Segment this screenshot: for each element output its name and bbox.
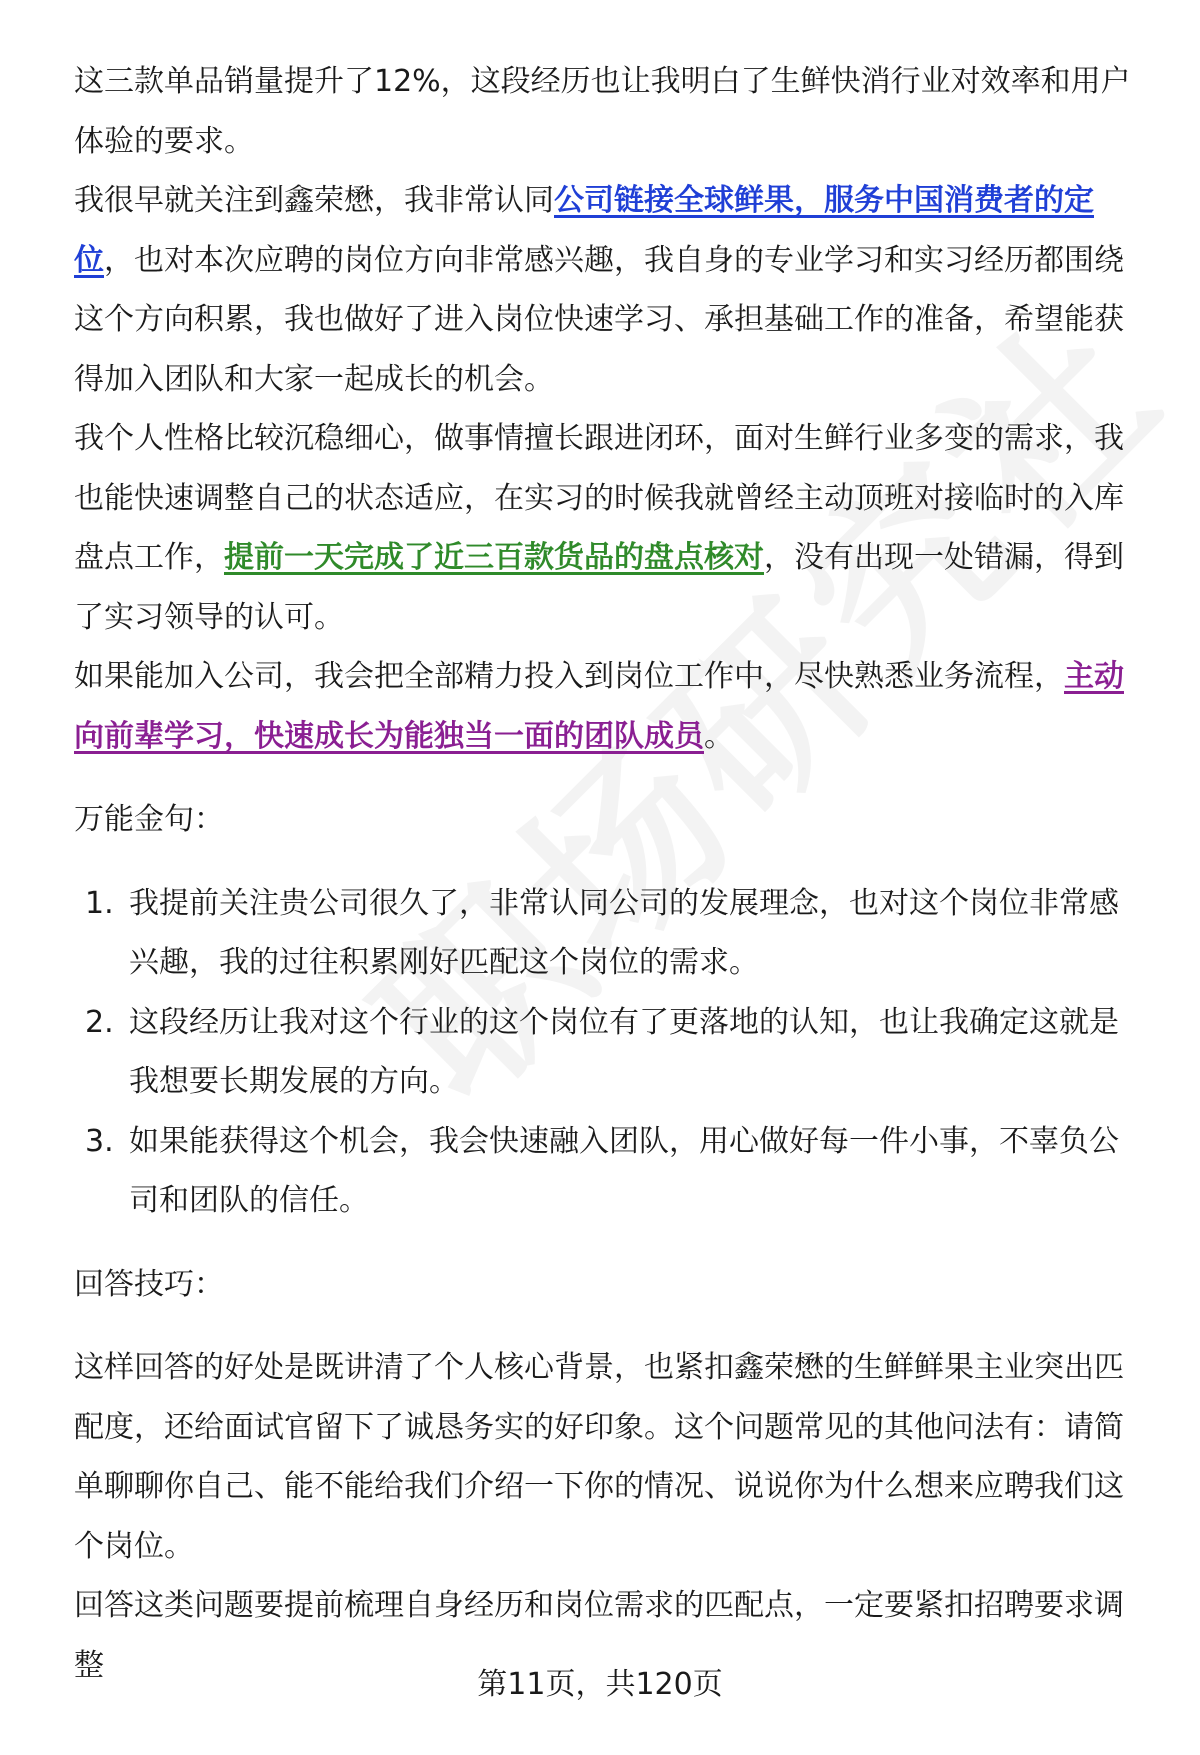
paragraph-tips-benefit: 这样回答的好处是既讲清了个人核心背景，也紧扣鑫荣懋的生鲜鲜果主业突出匹配度，还给面试官留下了诚恳务实的好印象。这个问题常见的其他问法有：请简单聊聊你自己、能不能给我们介绍一下你的情况、说说你为什么想来应聘我们这个岗位。: [74, 1350, 1124, 1564]
golden-sentences-label: 万能金句：: [74, 802, 224, 837]
answer-tips-label: 回答技巧：: [74, 1266, 224, 1302]
paragraph-text: 我个人性格比较沉稳细心，做事情擅长跟进闭环，面对生鲜行业多变的需求，我也能快速调整自己的状态适应，在实习的时候我就曾经主动顶班对接临时的入库盘点工作，: [74, 421, 1124, 575]
list-text: 如果能获得这个机会，我会快速融入团队，用心做好每一件小事，不辜负公司和团队的信任。: [129, 1123, 1119, 1218]
paragraph-company-fit: [74, 171, 1146, 409]
list-item: [74, 874, 1146, 993]
paragraph-text: ，没有出现一处错漏，得到了实习领导的认可。: [74, 540, 1124, 635]
highlight-growth-goal: 主动向前辈学习，快速成长为能独当一面的团队成员: [74, 659, 1124, 754]
paragraph-text: ，也对本次应聘的岗位方向非常感兴趣，我自身的专业学习和实习经历都围绕这个方向积累，我也做好了进入岗位快速学习、承担基础工作的准备，希望能获得加入团队和大家一起成长的机会。: [74, 242, 1124, 397]
paragraph-tips-method: 回答这类问题要提前梳理自身经历和岗位需求的匹配点，一定要紧扣招聘要求调整: [74, 1588, 1124, 1683]
highlight-inventory-achievement: 提前一天完成了近三百款货品的盘点核对: [224, 540, 764, 575]
highlight-company-positioning: 公司链接全球鲜果，服务中国消费者的定位: [74, 183, 1094, 278]
paragraph-text: 我很早就关注到鑫荣懋，我非常认同: [74, 183, 554, 218]
document-body: [74, 52, 1146, 1695]
list-item: [74, 993, 1146, 1112]
list-number: 2.: [85, 1004, 114, 1040]
paragraph-commitment: [74, 647, 1146, 766]
list-number: 3.: [85, 1123, 114, 1159]
list-item: [74, 1112, 1146, 1231]
list-number: 1.: [85, 885, 114, 921]
page-number: 第11页，共120页: [477, 1667, 723, 1702]
list-text: 我提前关注贵公司很久了，非常认同公司的发展理念，也对这个岗位非常感兴趣，我的过往积累刚好匹配这个岗位的需求。: [129, 885, 1119, 980]
list-text: 这段经历让我对这个行业的这个岗位有了更落地的认知，也让我确定这就是我想要长期发展的方向。: [129, 1004, 1119, 1099]
paragraph-text: 如果能加入公司，我会把全部精力投入到岗位工作中，尽快熟悉业务流程，: [74, 659, 1064, 694]
paragraph-text: 。: [704, 718, 734, 754]
paragraph-personality: [74, 409, 1146, 647]
paragraph-sales-result: 这三款单品销量提升了12%，这段经历也让我明白了生鲜快消行业对效率和用户体验的要求。: [74, 64, 1131, 159]
golden-sentences-list: [74, 874, 1146, 1231]
